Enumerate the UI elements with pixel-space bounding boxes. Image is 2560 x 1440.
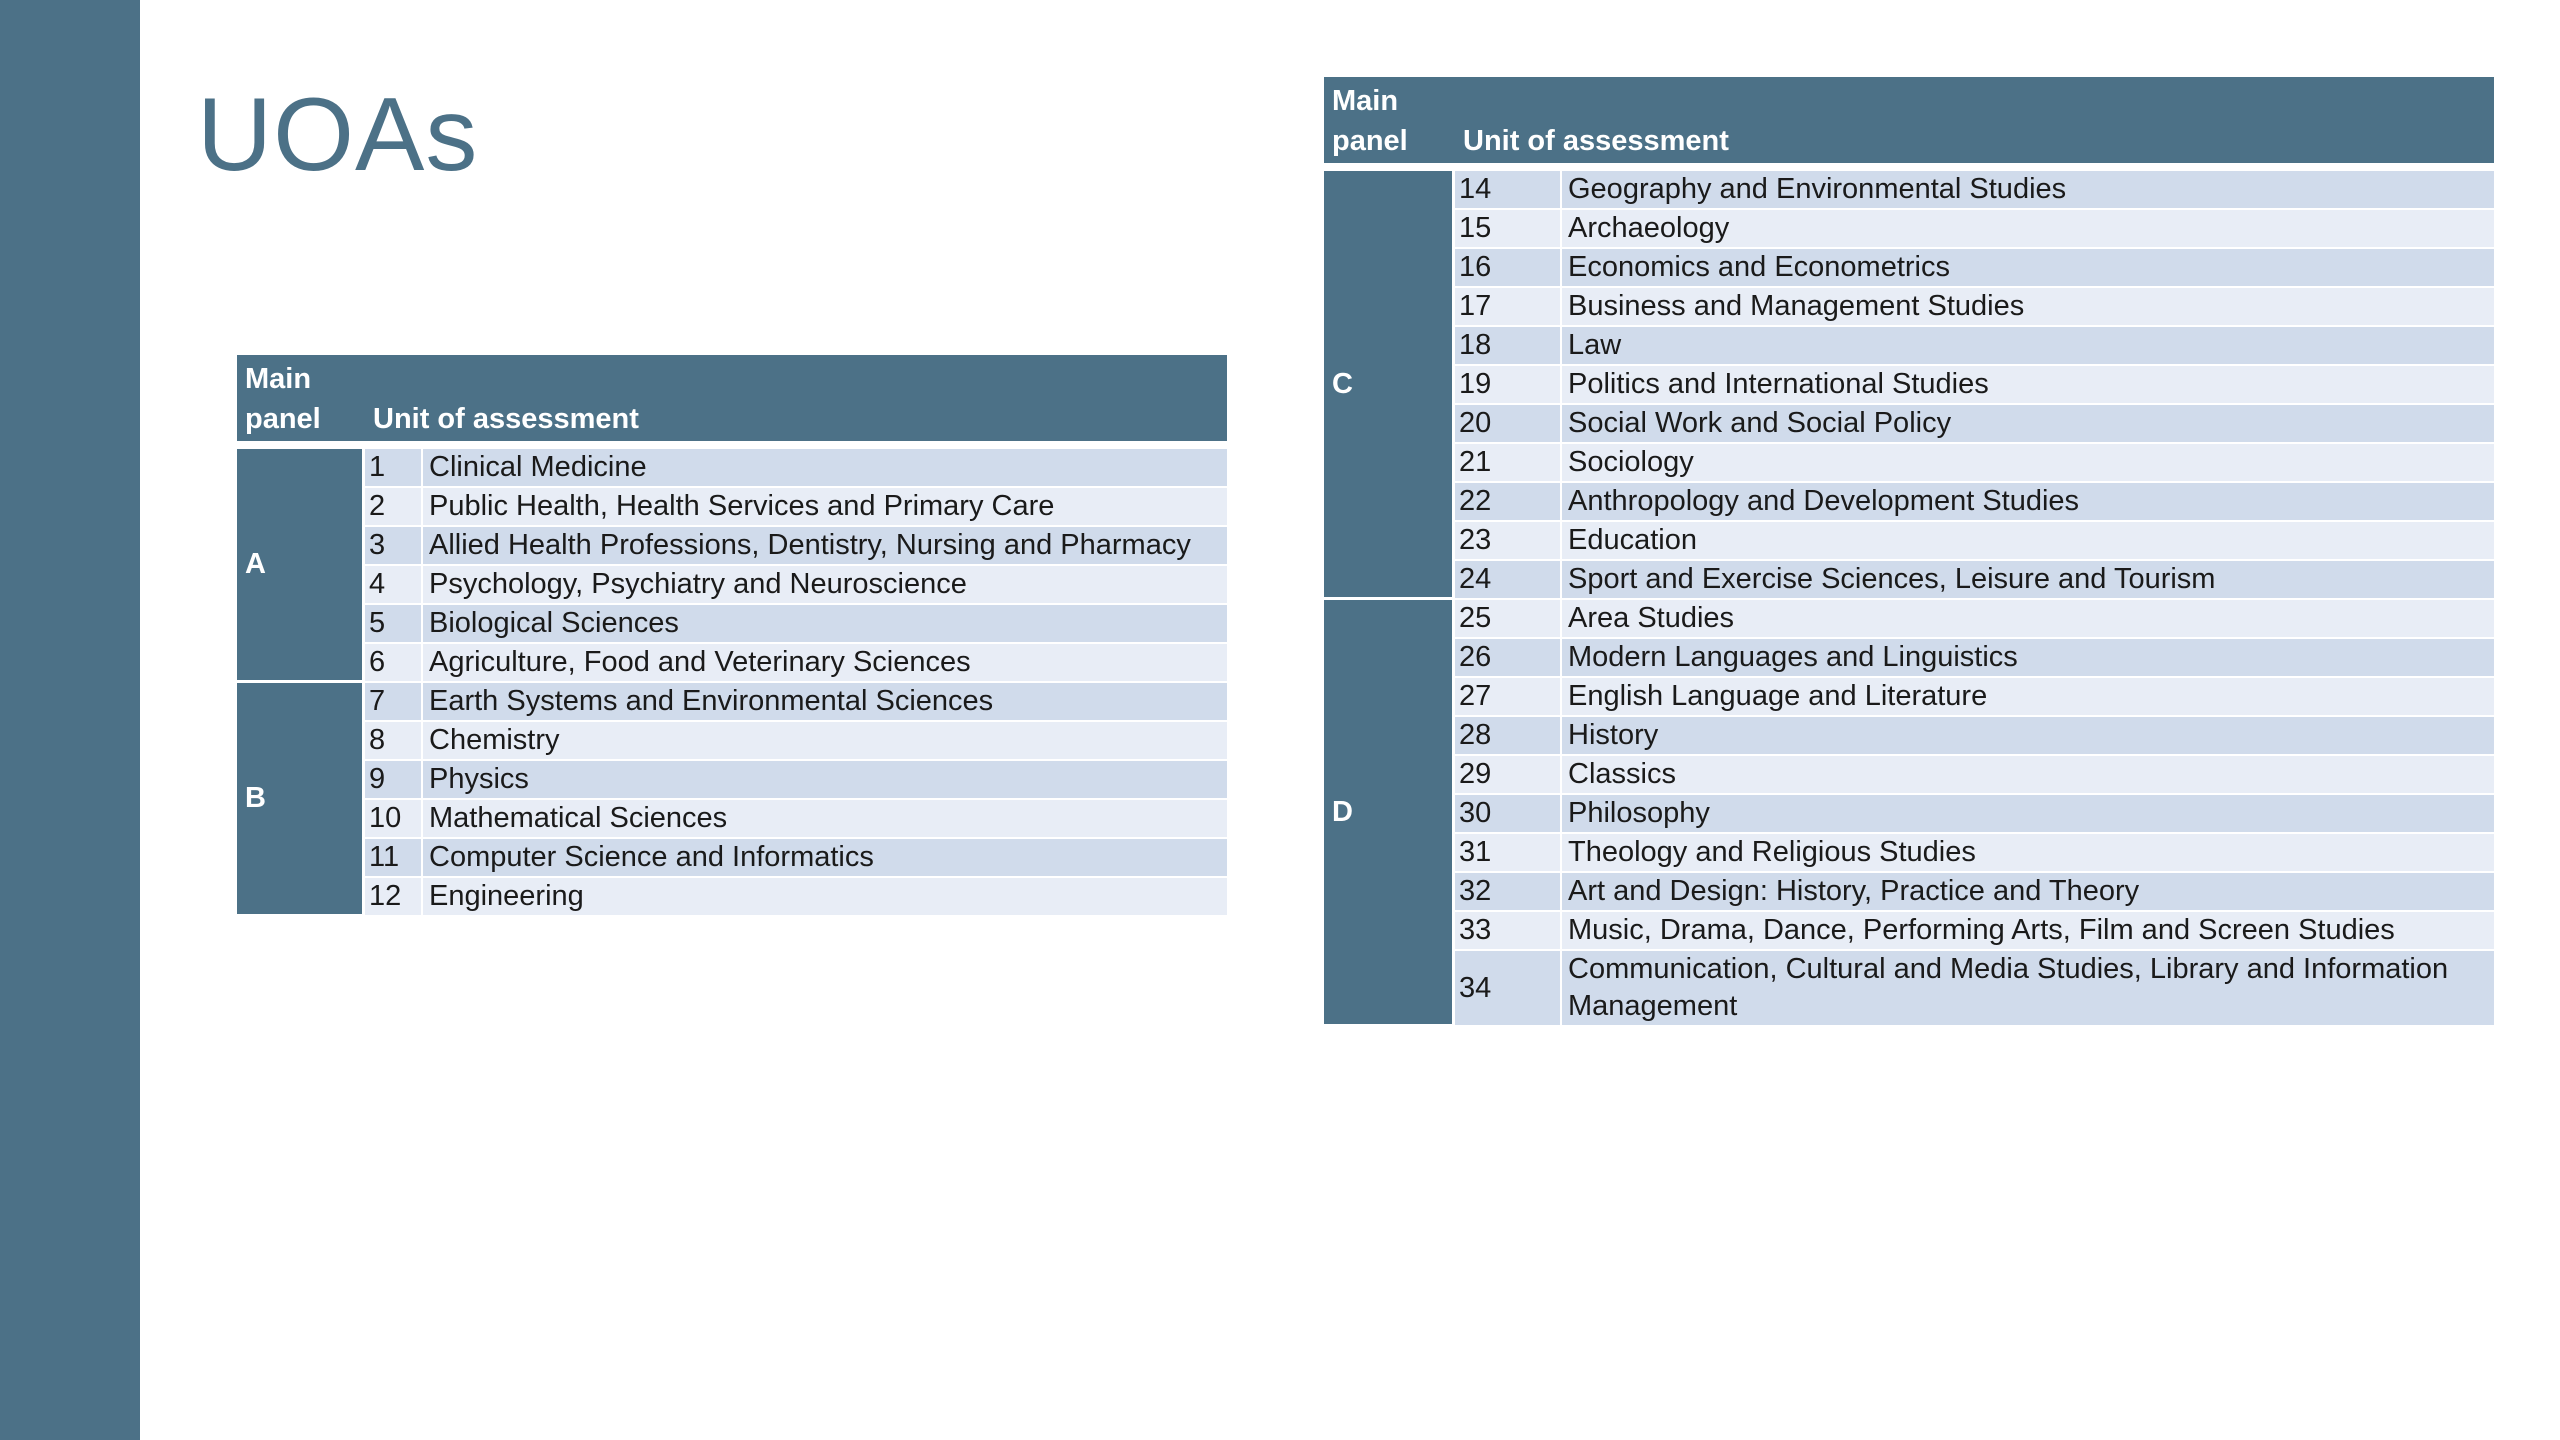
unit-number: 16: [1455, 249, 1562, 288]
unit-number: 23: [1455, 522, 1562, 561]
unit-name: Modern Languages and Linguistics: [1562, 639, 2494, 678]
table-row: [1324, 171, 2494, 210]
unit-name: Business and Management Studies: [1562, 288, 2494, 327]
unit-number: 1: [365, 449, 423, 488]
header-unit-of-assessment: Unit of assessment: [1455, 77, 2494, 171]
table-row: [237, 527, 1227, 566]
unit-name: Geography and Environmental Studies: [1562, 171, 2494, 210]
table-row: [1324, 717, 2494, 756]
table-row: [1324, 600, 2494, 639]
unit-number: 3: [365, 527, 423, 566]
table-row: [1324, 912, 2494, 951]
unit-number: 9: [365, 761, 423, 800]
table-row: [237, 878, 1227, 917]
unit-name: Social Work and Social Policy: [1562, 405, 2494, 444]
unit-name: Biological Sciences: [423, 605, 1227, 644]
unit-number: 7: [365, 683, 423, 722]
unit-name: Archaeology: [1562, 210, 2494, 249]
unit-name: Economics and Econometrics: [1562, 249, 2494, 288]
unit-number: 26: [1455, 639, 1562, 678]
unit-name: Law: [1562, 327, 2494, 366]
unit-name: English Language and Literature: [1562, 678, 2494, 717]
table-row: [237, 566, 1227, 605]
unit-number: 12: [365, 878, 423, 917]
table-row: [1324, 210, 2494, 249]
unit-number: 14: [1455, 171, 1562, 210]
unit-name: Physics: [423, 761, 1227, 800]
table-body: [1324, 171, 2494, 1027]
table-row: [237, 683, 1227, 722]
unit-number: 32: [1455, 873, 1562, 912]
table-body: [237, 449, 1227, 917]
unit-number: 28: [1455, 717, 1562, 756]
side-accent-band: [0, 0, 140, 1440]
unit-name: Sport and Exercise Sciences, Leisure and Tourism: [1562, 561, 2494, 600]
unit-number: 24: [1455, 561, 1562, 600]
table-row: [1324, 678, 2494, 717]
unit-name: Education: [1562, 522, 2494, 561]
unit-number: 17: [1455, 288, 1562, 327]
panel-label-b: B: [237, 683, 365, 917]
unit-number: 30: [1455, 795, 1562, 834]
unit-number: 25: [1455, 600, 1562, 639]
table-row: [1324, 405, 2494, 444]
table-row: [1324, 951, 2494, 1027]
unit-name: Music, Drama, Dance, Performing Arts, Film and Screen Studies: [1562, 912, 2494, 951]
table-header-row: [1324, 77, 2494, 171]
table-row: [1324, 522, 2494, 561]
slide-title: UOAs: [197, 77, 479, 193]
table-row: [1324, 444, 2494, 483]
unit-name: Earth Systems and Environmental Sciences: [423, 683, 1227, 722]
unit-name: Mathematical Sciences: [423, 800, 1227, 839]
header-main-panel: Main panel: [237, 355, 365, 449]
table-row: [1324, 561, 2494, 600]
unit-name: Sociology: [1562, 444, 2494, 483]
unit-number: 11: [365, 839, 423, 878]
table-row: [1324, 249, 2494, 288]
unit-number: 10: [365, 800, 423, 839]
unit-name: Allied Health Professions, Dentistry, Nursing and Pharmacy: [423, 527, 1227, 566]
unit-name: Computer Science and Informatics: [423, 839, 1227, 878]
unit-number: 4: [365, 566, 423, 605]
unit-name: Psychology, Psychiatry and Neuroscience: [423, 566, 1227, 605]
unit-number: 21: [1455, 444, 1562, 483]
unit-number: 22: [1455, 483, 1562, 522]
unit-number: 19: [1455, 366, 1562, 405]
table-row: [237, 449, 1227, 488]
unit-name: Agriculture, Food and Veterinary Sciences: [423, 644, 1227, 683]
unit-name: Anthropology and Development Studies: [1562, 483, 2494, 522]
unit-number: 2: [365, 488, 423, 527]
table-row: [1324, 756, 2494, 795]
unit-number: 31: [1455, 834, 1562, 873]
unit-number: 34: [1455, 951, 1562, 1027]
table-row: [237, 839, 1227, 878]
table-row: [237, 722, 1227, 761]
header-main-panel: Main panel: [1324, 77, 1455, 171]
panel-label-c: C: [1324, 171, 1455, 600]
panel-label-d: D: [1324, 600, 1455, 1027]
unit-name: Classics: [1562, 756, 2494, 795]
table-row: [237, 800, 1227, 839]
unit-name: Philosophy: [1562, 795, 2494, 834]
unit-number: 8: [365, 722, 423, 761]
table-row: [1324, 873, 2494, 912]
unit-name: Public Health, Health Services and Primary Care: [423, 488, 1227, 527]
unit-name: Communication, Cultural and Media Studies, Library and Information Management: [1562, 951, 2494, 1027]
unit-number: 6: [365, 644, 423, 683]
unit-number: 18: [1455, 327, 1562, 366]
unit-name: Area Studies: [1562, 600, 2494, 639]
unit-name: Clinical Medicine: [423, 449, 1227, 488]
unit-number: 27: [1455, 678, 1562, 717]
unit-number: 20: [1455, 405, 1562, 444]
table-row: [1324, 795, 2494, 834]
table-row: [1324, 483, 2494, 522]
panel-label-a: A: [237, 449, 365, 683]
unit-number: 33: [1455, 912, 1562, 951]
uoa-table-left: [237, 355, 1227, 917]
table-row: [1324, 288, 2494, 327]
table-row: [237, 644, 1227, 683]
unit-name: Theology and Religious Studies: [1562, 834, 2494, 873]
unit-number: 15: [1455, 210, 1562, 249]
unit-name: Chemistry: [423, 722, 1227, 761]
table-row: [1324, 327, 2494, 366]
header-unit-of-assessment: Unit of assessment: [365, 355, 1227, 449]
unit-name: Art and Design: History, Practice and Theory: [1562, 873, 2494, 912]
table-row: [1324, 366, 2494, 405]
unit-number: 5: [365, 605, 423, 644]
table-row: [237, 488, 1227, 527]
unit-name: Engineering: [423, 878, 1227, 917]
unit-name: Politics and International Studies: [1562, 366, 2494, 405]
unit-name: History: [1562, 717, 2494, 756]
table-header-row: [237, 355, 1227, 449]
table-row: [1324, 639, 2494, 678]
uoa-table-right: [1324, 77, 2494, 1027]
table-row: [1324, 834, 2494, 873]
table-row: [237, 605, 1227, 644]
unit-number: 29: [1455, 756, 1562, 795]
table-row: [237, 761, 1227, 800]
